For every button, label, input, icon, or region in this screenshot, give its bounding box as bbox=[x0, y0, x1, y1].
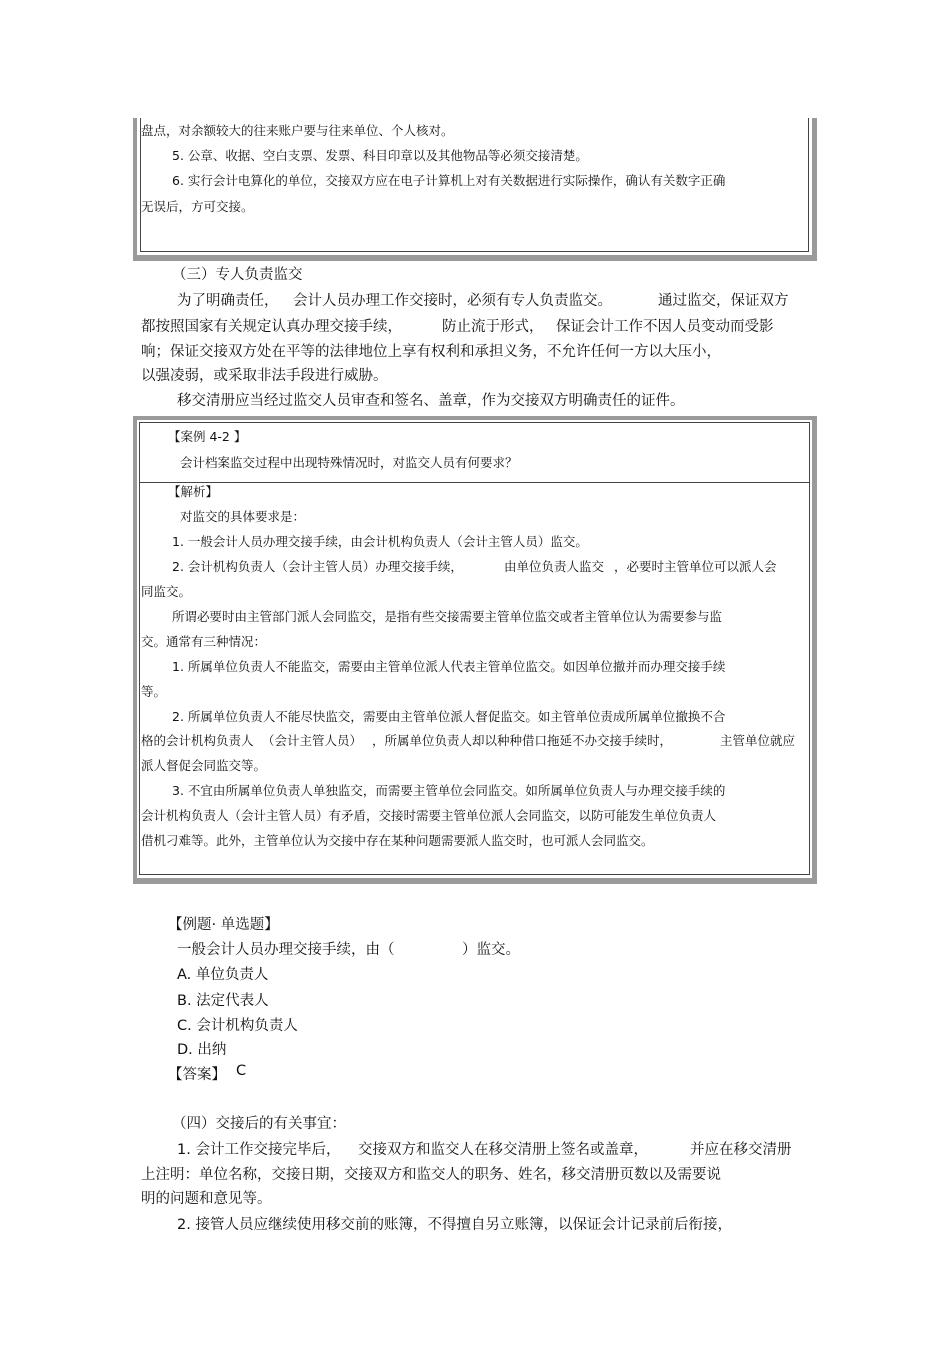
answer-label: 【答案】 bbox=[168, 1067, 226, 1083]
case-line-3b: 由单位负责人监交 bbox=[504, 559, 605, 574]
example-title: 【例题· 单选题】 bbox=[168, 917, 279, 933]
case-line-4: 同监交。 bbox=[141, 584, 192, 599]
section3-p1a: 为了明确责任， bbox=[177, 293, 279, 309]
case-line-13: 会计机构负责人（会计主管人员）有矛盾，交接时需要主管单位派人会同监交，以防可能发生单位负责人 bbox=[141, 808, 717, 823]
section3-p2c: 保证会计工作不因人员变动而受影 bbox=[556, 319, 774, 335]
option-b: B. 法定代表人 bbox=[177, 993, 269, 1009]
box1-line-3: 6. 实行会计电算化的单位，交接双方应在电子计算机上对有关数据进行实际操作，确认有关数字正确 bbox=[172, 173, 726, 188]
case-line-9: 2. 所属单位负责人不能尽快监交，需要由主管单位派人督促监交。如主管单位责成所属单位撤换不合 bbox=[172, 709, 726, 724]
section4-p1a: 1. 会计工作交接完毕后， bbox=[177, 1142, 341, 1158]
option-c: C. 会计机构负责人 bbox=[177, 1018, 298, 1034]
case-line-11: 派人督促会同监交等。 bbox=[141, 758, 267, 773]
box-continuation bbox=[133, 118, 817, 261]
section3-heading: （三）专人负责监交 bbox=[172, 267, 303, 283]
case-line-1: 对监交的具体要求是： bbox=[180, 509, 306, 524]
case-analysis-label: 【解析】 bbox=[168, 484, 219, 499]
example-question-a: 一般会计人员办理交接手续，由（ bbox=[177, 942, 395, 958]
case-line-10d: 主管单位就应 bbox=[720, 733, 796, 748]
section4-heading: （四）交接后的有关事宜： bbox=[172, 1116, 346, 1132]
section3-p5: 移交清册应当经过监交人员审查和签名、盖章，作为交接双方明确责任的证件。 bbox=[177, 393, 685, 409]
case-line-7: 1. 所属单位负责人不能监交，需要由主管单位派人代表主管单位监交。如因单位撤并而办理交接手续 bbox=[172, 659, 726, 674]
section4-p4: 2. 接管人员应继续使用移交前的账簿，不得擅自另立账簿，以保证会计记录前后衔接， bbox=[177, 1217, 732, 1233]
case-line-2: 1. 一般会计人员办理交接手续，由会计机构负责人（会计主管人员）监交。 bbox=[172, 534, 588, 549]
section3-p1b: 会计人员办理工作交接时，必须有专人负责监交。 bbox=[293, 293, 612, 309]
box1-line-4: 无误后，方可交接。 bbox=[141, 199, 254, 214]
case-line-10c: ，所属单位负责人却以种种借口拖延不办交接手续时， bbox=[372, 733, 673, 748]
section4-p1b: 交接双方和监交人在移交清册上签名或盖章， bbox=[358, 1142, 648, 1158]
case-line-14: 借机刁难等。此外，主管单位认为交接中存在某种问题需要派人监交时，也可派人会同监交。 bbox=[141, 833, 654, 848]
section4-p2: 上注明：单位名称，交接日期，交接双方和监交人的职务、姓名，移交清册页数以及需要说 bbox=[141, 1167, 721, 1183]
case-line-3a: 2. 会计机构负责人（会计主管人员）办理交接手续， bbox=[172, 559, 463, 574]
section4-p1c: 并应在移交清册 bbox=[690, 1142, 792, 1158]
box1-line-2: 5. 公章、收据、空白支票、发票、科目印章以及其他物品等必须交接清楚。 bbox=[172, 148, 588, 163]
case-line-3c: ，必要时主管单位可以派人会 bbox=[614, 559, 777, 574]
section3-p3: 响；保证交接双方处在平等的法律地位上享有权利和承担义务，不允许任何一方以大压小， bbox=[141, 344, 721, 360]
case-question: 会计档案监交过程中出现特殊情况时，对监交人员有何要求？ bbox=[180, 455, 518, 470]
section3-p2a: 都按照国家有关规定认真办理交接手续， bbox=[141, 319, 402, 335]
case-line-12: 3. 不宜由所属单位负责人单独监交，而需要主管单位会同监交。如所属单位负责人与办理交接手续的 bbox=[172, 783, 726, 798]
case-line-10a: 格的会计机构负责人 bbox=[141, 733, 254, 748]
option-a: A. 单位负责人 bbox=[177, 967, 269, 983]
case-divider bbox=[140, 482, 809, 483]
answer-value: C bbox=[236, 1063, 247, 1079]
case-line-8: 等。 bbox=[141, 684, 167, 699]
example-question-b: ）监交。 bbox=[462, 942, 520, 958]
section4-p3: 明的问题和意见等。 bbox=[141, 1191, 272, 1207]
box1-line-1: 盘点，对余额较大的往来账户要与往来单位、个人核对。 bbox=[141, 123, 454, 138]
case-line-6: 交。通常有三种情况： bbox=[141, 634, 267, 649]
section3-p2b: 防止流于形式， bbox=[442, 319, 544, 335]
case-line-10b: （会计主管人员） bbox=[262, 733, 363, 748]
section3-p4: 以强凌弱，或采取非法手段进行威胁。 bbox=[141, 368, 388, 384]
case-line-5: 所谓必要时由主管部门派人会同监交，是指有些交接需要主管单位监交或者主管单位认为需要参与监 bbox=[172, 609, 723, 624]
section3-p1c: 通过监交，保证双方 bbox=[658, 293, 789, 309]
case-title: 【案例 4-2 】 bbox=[168, 429, 247, 444]
option-d: D. 出纳 bbox=[177, 1042, 227, 1058]
